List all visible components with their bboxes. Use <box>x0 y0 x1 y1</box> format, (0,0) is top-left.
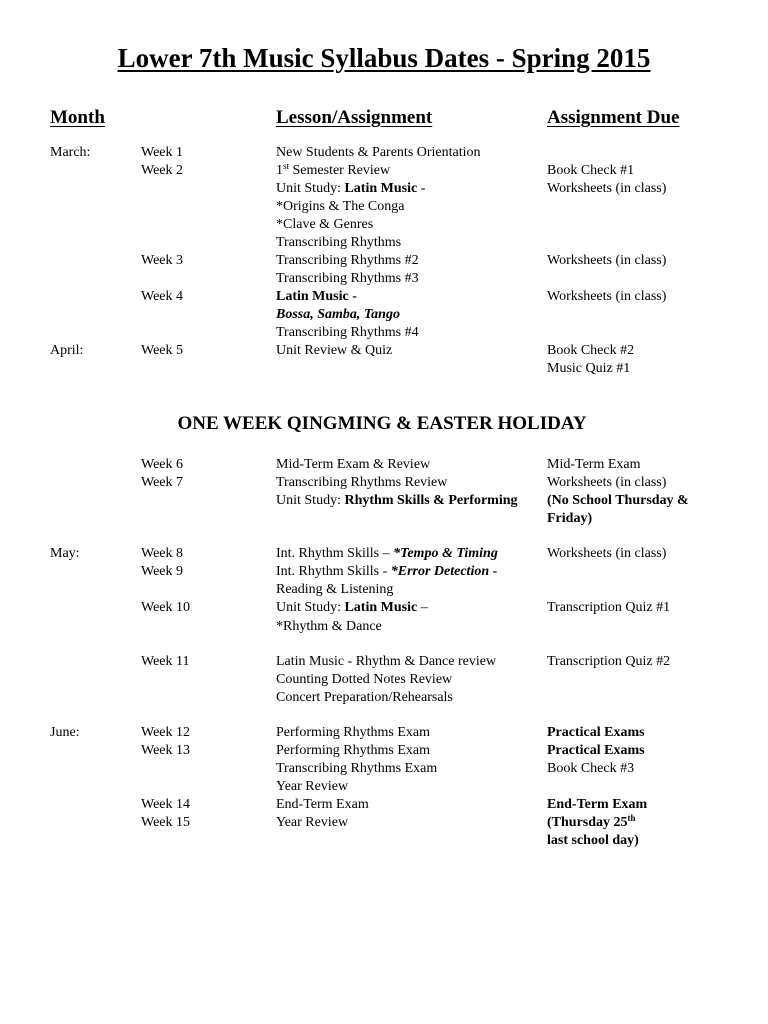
week-14: Week 14 <box>141 797 191 812</box>
page-title: Lower 7th Music Syllabus Dates - Spring 2015 <box>117 43 651 73</box>
lesson-latin-music: Latin Music - <box>276 289 357 304</box>
lesson-text: 1 <box>276 163 283 178</box>
week-8: Week 8 <box>141 546 184 561</box>
ordinal-suffix: st <box>283 161 290 171</box>
due-end-term: End-Term Exam <box>547 797 648 812</box>
due-worksheets: Worksheets (in class) <box>547 546 667 561</box>
lesson-unit-study-rhythm <box>276 492 518 510</box>
lesson-year-review: Year Review <box>276 779 349 794</box>
due-music-quiz-1: Music Quiz #1 <box>547 361 631 376</box>
due-book-check-3: Book Check #3 <box>547 761 635 776</box>
week-5: Week 5 <box>141 343 184 358</box>
due-book-check-1: Book Check #1 <box>547 163 635 178</box>
week-2: Week 2 <box>141 163 184 178</box>
holiday-banner: ONE WEEK QINGMING & EASTER HOLIDAY <box>177 413 587 434</box>
due-book-check-2: Book Check #2 <box>547 343 635 358</box>
header-due: Assignment Due <box>547 107 680 128</box>
lesson-end-term: End-Term Exam <box>276 797 369 812</box>
due-worksheets: Worksheets (in class) <box>547 289 667 304</box>
due-transcription-quiz-1: Transcription Quiz #1 <box>547 600 671 615</box>
lesson-text: Unit Study: <box>276 493 345 508</box>
lesson-text: Int. Rhythm Skills - <box>276 564 391 579</box>
lesson-midterm-review: Mid-Term Exam & Review <box>276 457 431 472</box>
lesson-text: Unit Study: <box>276 600 345 615</box>
lesson-orientation: New Students & Parents Orientation <box>276 145 481 160</box>
lesson-transcribing-review: Transcribing Rhythms Review <box>276 475 448 490</box>
week-3: Week 3 <box>141 253 184 268</box>
due-practical-exams: Practical Exams <box>547 725 645 740</box>
lesson-text: Unit Study: <box>276 181 345 196</box>
lesson-reading: Reading & Listening <box>276 582 394 597</box>
due-midterm: Mid-Term Exam <box>547 457 641 472</box>
lesson-bold-text: Rhythm Skills & Performing <box>344 493 518 508</box>
lesson-bossa: Bossa, Samba, Tango <box>276 307 400 322</box>
due-worksheets: Worksheets (in class) <box>547 253 667 268</box>
lesson-bold-text: Latin Music <box>344 181 418 196</box>
week-7: Week 7 <box>141 475 184 490</box>
lesson-text: – <box>417 600 428 615</box>
due-last-school-day: last school day) <box>547 833 639 848</box>
lesson-latin-review: Latin Music - Rhythm & Dance review <box>276 654 497 669</box>
week-1: Week 1 <box>141 145 184 160</box>
lesson-transcribing-3: Transcribing Rhythms #3 <box>276 271 419 286</box>
lesson-int-rhythm-tempo <box>276 545 498 563</box>
lesson-unit-study-latin <box>276 180 425 198</box>
due-practical-exams: Practical Exams <box>547 743 645 758</box>
month-march: March: <box>50 145 91 160</box>
week-13: Week 13 <box>141 743 191 758</box>
header-month: Month <box>50 107 105 128</box>
week-6: Week 6 <box>141 457 184 472</box>
ordinal-suffix: th <box>627 813 636 823</box>
due-transcription-quiz-2: Transcription Quiz #2 <box>547 654 671 669</box>
month-june: June: <box>50 725 80 740</box>
lesson-dotted-notes: Counting Dotted Notes Review <box>276 672 453 687</box>
lesson-concert: Concert Preparation/Rehearsals <box>276 690 453 705</box>
lesson-performing-exam: Performing Rhythms Exam <box>276 743 430 758</box>
lesson-unit-review: Unit Review & Quiz <box>276 343 393 358</box>
week-4: Week 4 <box>141 289 184 304</box>
lesson-origins: *Origins & The Conga <box>276 199 405 214</box>
lesson-clave: *Clave & Genres <box>276 217 374 232</box>
lesson-semester-review <box>276 162 390 180</box>
due-thursday <box>547 814 636 832</box>
header-lesson: Lesson/Assignment <box>276 107 433 128</box>
due-no-school-cont: Friday) <box>547 511 593 526</box>
due-text: (Thursday 25 <box>547 815 628 830</box>
due-worksheets: Worksheets (in class) <box>547 475 667 490</box>
due-no-school: (No School Thursday & <box>547 493 689 508</box>
lesson-performing-exam: Performing Rhythms Exam <box>276 725 430 740</box>
lesson-text: - <box>417 181 426 196</box>
week-11: Week 11 <box>141 654 190 669</box>
month-may: May: <box>50 546 80 561</box>
lesson-bold-italic-text: *Error Detection - <box>390 564 498 579</box>
lesson-int-rhythm-error <box>276 563 497 581</box>
lesson-text: Int. Rhythm Skills – <box>276 546 394 561</box>
week-12: Week 12 <box>141 725 191 740</box>
lesson-rhythm-dance: *Rhythm & Dance <box>276 619 382 634</box>
lesson-transcribing-exam: Transcribing Rhythms Exam <box>276 761 438 776</box>
lesson-bold-text: Latin Music <box>344 600 418 615</box>
lesson-transcribing-2: Transcribing Rhythms #2 <box>276 253 419 268</box>
lesson-transcribing: Transcribing Rhythms <box>276 235 402 250</box>
week-9: Week 9 <box>141 564 184 579</box>
lesson-unit-study-latin-2 <box>276 599 428 617</box>
month-april: April: <box>50 343 84 358</box>
lesson-transcribing-4: Transcribing Rhythms #4 <box>276 325 419 340</box>
lesson-bold-italic-text: *Tempo & Timing <box>393 546 498 561</box>
lesson-year-review: Year Review <box>276 815 349 830</box>
due-worksheets: Worksheets (in class) <box>547 181 667 196</box>
lesson-text: Semester Review <box>289 163 391 178</box>
week-15: Week 15 <box>141 815 191 830</box>
week-10: Week 10 <box>141 600 191 615</box>
